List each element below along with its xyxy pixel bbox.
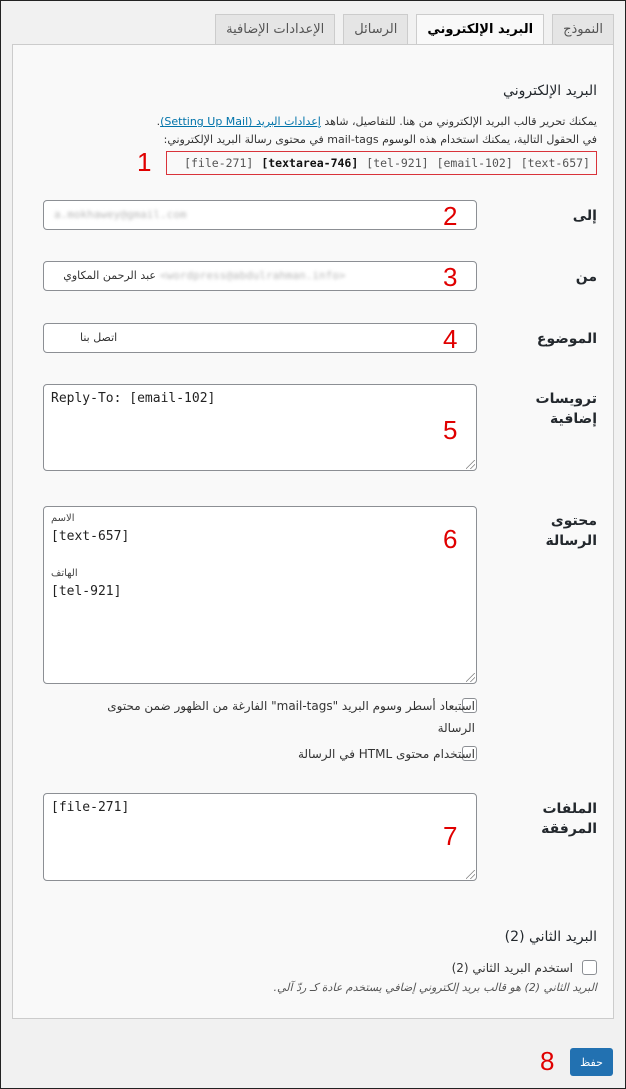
- from-label: من: [575, 269, 597, 285]
- tab-form[interactable]: النموذج: [552, 14, 614, 45]
- annotation-6: 6: [443, 524, 458, 554]
- subject-value: اتصل بنا: [80, 331, 118, 344]
- mail-tag-tel[interactable]: [tel-921]: [366, 156, 429, 170]
- exclude-blank-line1: استبعاد أسطر وسوم البريد "mail-tags" الفارغة من الظهور ضمن محتوى: [107, 699, 475, 713]
- body-label: [545, 511, 597, 551]
- subject-label: الموضوع: [536, 331, 597, 347]
- tab-messages[interactable]: الرسائل: [343, 14, 408, 45]
- headers-label: [536, 389, 598, 429]
- resize-handle[interactable]: [466, 673, 475, 682]
- mail2-title: البريد الثاني (2): [504, 929, 597, 945]
- annotation-1: 1: [137, 147, 152, 177]
- mail-tag-file[interactable]: [file-271]: [184, 156, 254, 170]
- attachments-textarea[interactable]: [43, 793, 477, 881]
- subject-field[interactable]: [43, 323, 477, 353]
- attachments-value: [file-271]: [51, 800, 130, 815]
- description-end: .: [156, 115, 161, 128]
- attachments-label-line1: الملفات: [542, 801, 597, 817]
- mail2-checkbox[interactable]: [582, 960, 597, 975]
- save-button[interactable]: حفظ: [570, 1048, 613, 1076]
- resize-handle[interactable]: [466, 460, 475, 469]
- mail2-checkbox-label: استخدم البريد الثاني (2): [451, 961, 573, 975]
- attachments-label: [541, 799, 597, 839]
- mail-tags-list: [166, 151, 597, 175]
- mail-tag-text[interactable]: [text-657]: [520, 156, 590, 170]
- setting-up-mail-link[interactable]: إعدادات البريد (Setting Up Mail): [160, 115, 321, 128]
- resize-handle[interactable]: [466, 870, 475, 879]
- from-name-value: عبد الرحمن المكاوي: [63, 269, 156, 282]
- attachments-label-line2: المرفقة: [541, 821, 597, 837]
- to-value: a.mokhawey@gmail.com: [54, 208, 187, 221]
- annotation-4: 4: [443, 324, 458, 354]
- tab-additional-settings[interactable]: الإعدادات الإضافية: [215, 14, 335, 45]
- mail2-note: البريد الثاني (2) هو قالب بريد إلكتروني إضافي يستخدم عادة كـ ردّ آلي.: [273, 981, 597, 994]
- tab-bar: [215, 14, 614, 45]
- message-body-textarea[interactable]: [43, 506, 477, 684]
- body-phone-tag: [tel-921]: [51, 584, 122, 599]
- headers-textarea[interactable]: [43, 384, 477, 471]
- headers-value: Reply-To: [email-102]: [51, 391, 216, 406]
- to-label: إلى: [572, 208, 597, 224]
- from-email-value: <wordpress@abdulrahman.info>: [160, 269, 346, 282]
- description-text: يمكنك تحرير قالب البريد الإلكتروني من هنا. للتفاصيل، شاهد: [320, 115, 597, 128]
- exclude-blank-line2: الرسالة: [437, 721, 475, 735]
- annotation-7: 7: [443, 821, 458, 851]
- exclude-blank-label: [35, 695, 475, 739]
- headers-label-line1: ترويسات: [535, 391, 597, 407]
- annotation-3: 3: [443, 262, 458, 292]
- headers-label-line2: إضافية: [550, 411, 597, 427]
- tab-mail[interactable]: البريد الإلكتروني: [416, 14, 544, 46]
- mail-tag-textarea[interactable]: [textarea-746]: [261, 156, 359, 170]
- to-field[interactable]: [43, 200, 477, 230]
- body-name-label: الاسم: [51, 513, 75, 524]
- body-label-line1: محتوى: [550, 513, 597, 529]
- annotation-2: 2: [443, 201, 458, 231]
- annotation-5: 5: [443, 415, 458, 445]
- body-phone-label: الهاتف: [51, 568, 78, 579]
- mail-panel: [12, 44, 614, 1019]
- from-field[interactable]: [43, 261, 477, 291]
- mail-tags-hint: في الحقول التالية، يمكنك استخدام هذه الوسوم mail-tags في محتوى رسالة البريد الإلكتروني:: [163, 133, 597, 146]
- body-label-line2: الرسالة: [545, 533, 597, 549]
- section-title: البريد الإلكتروني: [503, 83, 597, 99]
- annotation-8: 8: [540, 1046, 555, 1076]
- mail-description: [157, 115, 597, 128]
- use-html-label: استخدام محتوى HTML في الرسالة: [297, 747, 475, 761]
- body-name-tag: [text-657]: [51, 529, 130, 544]
- mail-tag-email[interactable]: [email-102]: [436, 156, 513, 170]
